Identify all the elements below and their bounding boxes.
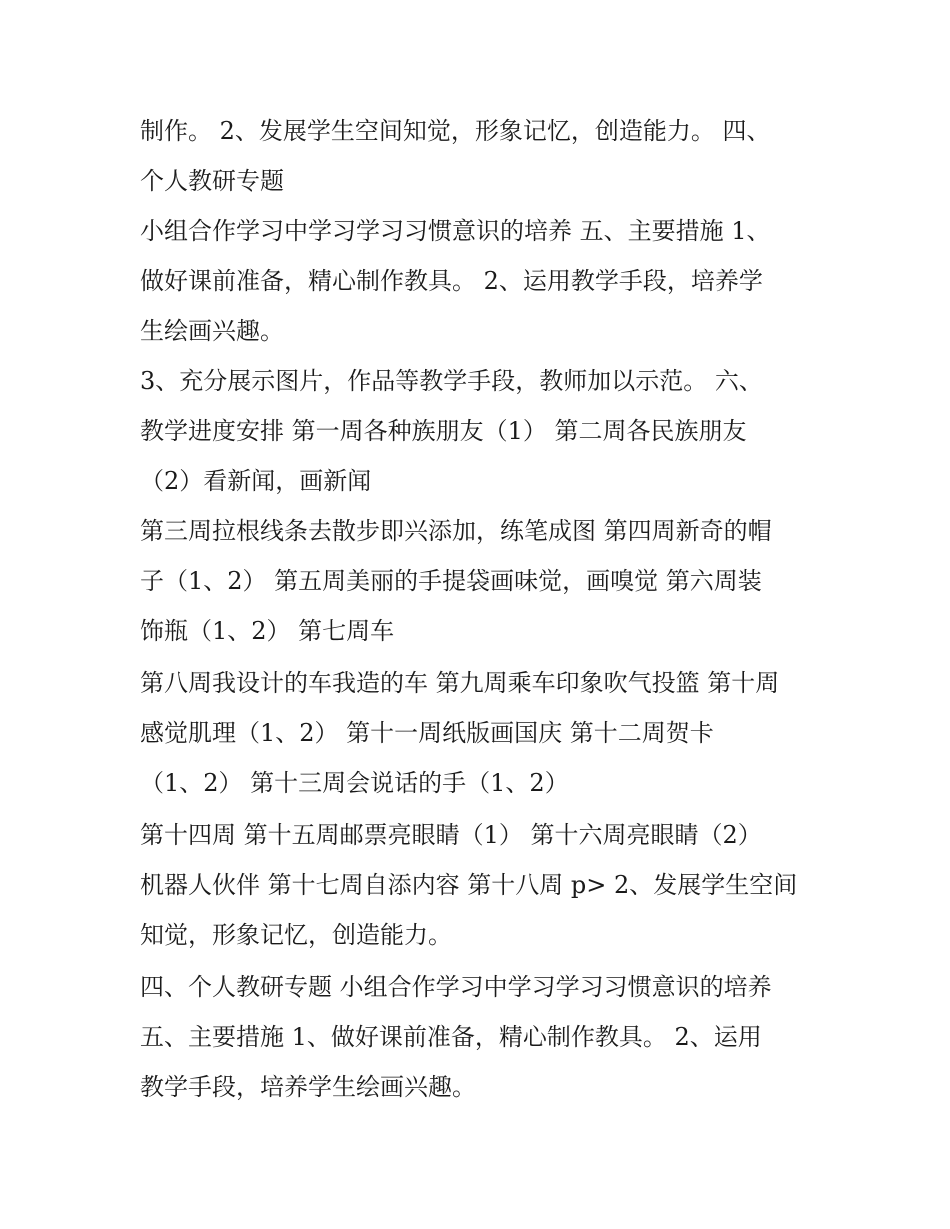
- text-line: 第十四周 第十五周邮票亮眼睛（1） 第十六周亮眼睛（2）: [140, 821, 762, 849]
- text-line: 3、充分展示图片，作品等教学手段，教师加以示范。 六、: [140, 367, 763, 395]
- text-line: 生绘画兴趣。: [140, 317, 284, 345]
- text-line: 教学手段，培养学生绘画兴趣。: [140, 1073, 476, 1101]
- text-line: 个人教研专题: [140, 167, 284, 195]
- text-line: （1、2） 第十三周会说话的手（1、2）: [140, 769, 569, 797]
- text-line: 第三周拉根线条去散步即兴添加，练笔成图 第四周新奇的帽: [140, 517, 772, 545]
- text-line: 五、主要措施 1、做好课前准备，精心制作教具。 2、运用: [140, 1023, 762, 1051]
- text-line: （2）看新闻，画新闻: [140, 467, 372, 495]
- text-line: 做好课前准备，精心制作教具。 2、运用教学手段，培养学: [140, 267, 763, 295]
- text-line: 制作。 2、发展学生空间知觉，形象记忆，创造能力。 四、: [140, 117, 771, 145]
- text-line: 子（1、2） 第五周美丽的手提袋画味觉，画嗅觉 第六周装: [140, 567, 762, 595]
- text-line: 第八周我设计的车我造的车 第九周乘车印象吹气投篮 第十周: [140, 669, 780, 697]
- text-line: 教学进度安排 第一周各种族朋友（1） 第二周各民族朋友: [140, 417, 747, 445]
- text-line: 知觉，形象记忆，创造能力。: [140, 921, 452, 949]
- text-line: 小组合作学习中学习学习习惯意识的培养 五、主要措施 1、: [140, 217, 771, 245]
- text-line: 四、个人教研专题 小组合作学习中学习学习习惯意识的培养: [140, 973, 772, 1001]
- text-line: 感觉肌理（1、2） 第十一周纸版画国庆 第十二周贺卡: [140, 719, 714, 747]
- text-line: 饰瓶（1、2） 第七周车: [140, 617, 395, 645]
- text-line: 机器人伙伴 第十七周自添内容 第十八周 p> 2、发展学生空间: [140, 871, 798, 899]
